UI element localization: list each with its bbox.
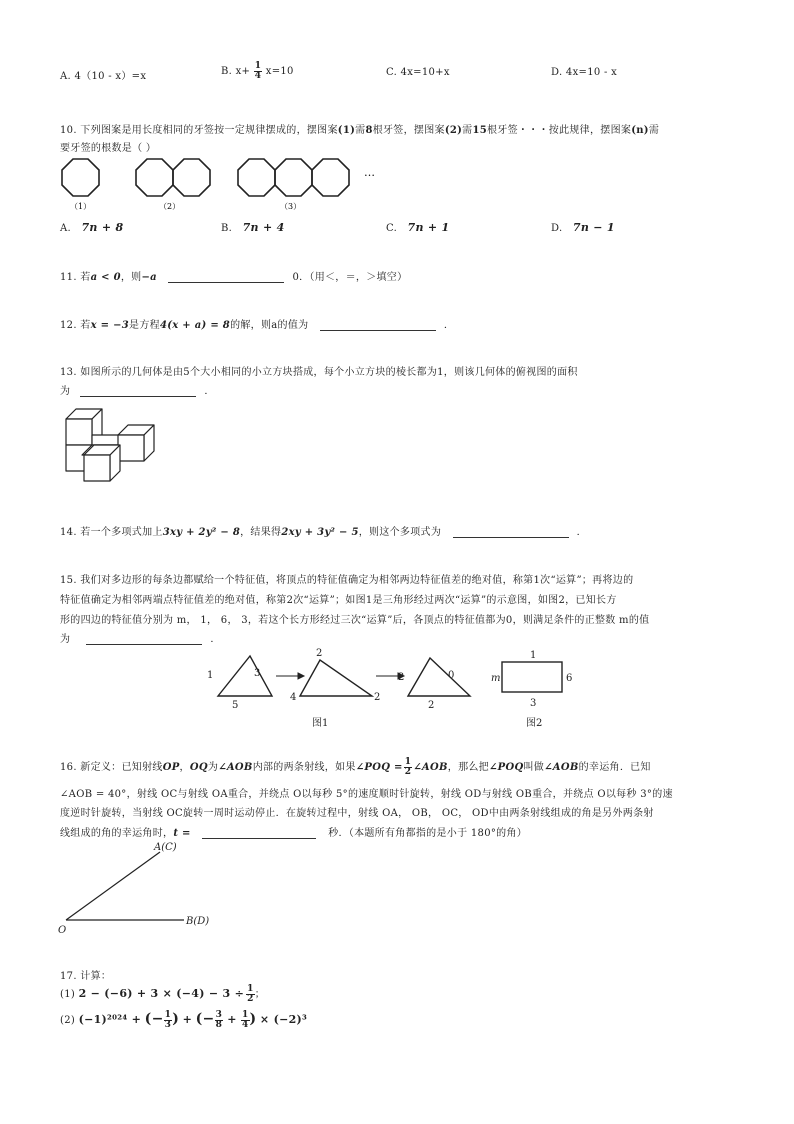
q12-answer-blank[interactable] (320, 319, 436, 331)
q10-d-letter: D. (551, 223, 563, 234)
q17-p1-expr: 2 − (−6) + 3 × (−4) − 3 ÷ (78, 987, 245, 1000)
q13-line2-prefix: 为 (60, 386, 71, 397)
q10-b-letter: B. (221, 223, 233, 234)
q10-count8: 8 (365, 125, 373, 136)
q14-suffix: ，则这个多项式为 (358, 527, 442, 538)
q12-end: ． (443, 320, 455, 331)
octagon-2b (173, 159, 210, 196)
q13-cube-figure (64, 405, 184, 485)
q10-a-expr: 7n + 8 (81, 221, 124, 234)
q16-line4-suffix: 秒．（本题所有角都指的是小于 180°的角） (328, 828, 528, 839)
q9-option-b-suffix: x=10 (265, 66, 294, 77)
octagon-1 (62, 159, 99, 196)
fig1-triangle-3 (408, 658, 470, 696)
q13-line2 (60, 382, 215, 397)
q16-line4 (60, 824, 527, 839)
fig1-t3-right: 0 (448, 670, 455, 681)
label-b-d: B(D) (186, 916, 210, 927)
q9-b-frac-den: 4 (254, 71, 262, 81)
q10-octagon-figures (60, 155, 380, 215)
q16-op: OP (162, 762, 180, 773)
q10-fig-label-2: （2） (159, 202, 181, 211)
q10-fig-label-1: （1） (70, 202, 92, 211)
q16-aob2: ∠AOB (544, 762, 579, 773)
q14-answer-blank[interactable] (453, 526, 569, 538)
q12-condition: x = −3 (90, 320, 130, 331)
q14-end: ． (576, 527, 587, 538)
q10-c-letter: C. (386, 223, 398, 234)
q14-poly2: 2xy + 3y² − 5 (281, 527, 359, 538)
fig1-t3-left: 2 (398, 672, 405, 683)
label-a-c: A(C) (154, 842, 177, 853)
q17-part1 (60, 985, 265, 1004)
q10-pattern1: (1) (337, 125, 356, 136)
q17-p2-f3-num: 1 (241, 1010, 249, 1020)
q10-pattern2: (2) (444, 125, 463, 136)
q16-frac-num: 1 (404, 757, 412, 767)
q10-option-c (386, 221, 450, 234)
q17-p2-frac1 (164, 1011, 173, 1030)
fig2-right: 6 (566, 673, 573, 684)
q11 (60, 268, 407, 283)
octagon-2a (136, 159, 173, 196)
q14 (60, 523, 587, 538)
q15-line4 (60, 630, 221, 645)
q9-b-frac-num: 1 (254, 61, 262, 71)
q16-line2: ∠AOB = 40°，射线 OC与射线 OA重合，并绕点 O以每秒 5°的速度顺时针旋转，射线 OD与射线 OB重合，并绕点 O以每秒 3°的速 (60, 789, 673, 800)
fig1-triangle-1 (218, 656, 272, 696)
fig1-t2-right: 2 (374, 692, 381, 703)
fig1-caption: 图1 (312, 718, 329, 729)
q16-line1d: ，那么把 (447, 762, 489, 773)
q10-text6: 需 (648, 125, 660, 136)
q9-option-b-prefix: B. x+ (221, 66, 251, 77)
q9-option-b-fraction (254, 62, 263, 81)
q9-option-c: C. 4x=10+x (386, 67, 450, 78)
octagon-3c (312, 159, 349, 196)
q12 (60, 316, 454, 331)
q15-line3: 形的四边的特征值分别为 m， 1， 6， 3，若这个长方形经过三次“运算”后，各顶点的特征值都为0，则满足条件的正整数 m的值 (60, 615, 650, 626)
q10-ellipsis: … (364, 166, 375, 179)
q15-line4-prefix: 为 (60, 634, 71, 645)
q10-option-b (221, 221, 285, 234)
q11-mid: ，则 (120, 272, 142, 283)
q15-figures (200, 648, 580, 728)
q16-eq-lhs: ∠POQ = (355, 762, 403, 773)
q12-mid: 是方程 (129, 320, 160, 331)
q10-a-letter: A. (60, 223, 72, 234)
label-o: O (58, 925, 67, 936)
q16-line1a: 16. 新定义：已知射线 (60, 762, 163, 773)
q10-text4: 需 (462, 125, 473, 136)
q17-p2-f2-den: 8 (215, 1020, 223, 1030)
fig2-rectangle (502, 662, 562, 692)
q14-prefix: 14. 若一个多项式加上 (60, 527, 163, 538)
q10-d-expr: 7n − 1 (572, 221, 615, 234)
q16-line3: 度逆时针旋转，当射线 OC旋转一周时运动停止．在旋转过程中，射线 OA， OB， OC， OD中由两条射线组成的角是另外两条射 (60, 808, 654, 819)
q11-condition: a < 0 (90, 272, 121, 283)
fig2-bottom: 3 (530, 698, 537, 709)
q13-answer-blank[interactable] (80, 385, 196, 397)
q10-pattern-n: (n) (631, 125, 649, 136)
fig1-t3-bottom: 2 (428, 700, 435, 711)
q10-c-expr: 7n + 1 (407, 221, 450, 234)
fig1-t1-bottom: 5 (232, 700, 239, 711)
q16-answer-blank[interactable] (202, 827, 316, 839)
q17-p1-frac-num: 1 (247, 984, 254, 994)
q16-line1c: 内部的两条射线，如果 (252, 762, 356, 773)
q10-fig-label-3: （3） (280, 202, 302, 211)
q10-line2: 要牙签的根数是（ ） (60, 143, 157, 154)
q14-poly1: 3xy + 2y² − 8 (162, 527, 241, 538)
q11-prefix: 11. 若 (60, 272, 91, 283)
fig2-left: m (491, 673, 501, 684)
q15-line1: 15. 我们对多边形的每条边都赋给一个特征值，将顶点的特征值确定为相邻两边特征值差的绝对值，称第1次“运算”；再将边的 (60, 575, 634, 586)
q14-mid: ，结果得 (240, 527, 282, 538)
q15-line2: 特征值确定为相邻两端点特征值差的绝对值，称第2次“运算”；如图1是三角形经过两次“运算”的示意图，如图2，已知长方 (60, 595, 617, 606)
fig1-t1-right: 3 (254, 668, 261, 679)
octagon-3a (238, 159, 275, 196)
q16-oq: OQ (189, 762, 208, 773)
q16-comma: ， (179, 762, 190, 773)
q16-aob: ∠AOB (218, 762, 253, 773)
fig1-triangle-2 (300, 660, 372, 696)
fig1-t1-left: 1 (207, 670, 214, 681)
q10-text3: 根牙签，摆图案 (372, 125, 445, 136)
q10-b-expr: 7n + 4 (242, 221, 285, 234)
ray-oa (66, 852, 160, 920)
q17-p2-f2-num: 3 (215, 1010, 223, 1020)
q16-eq-rhs: ∠AOB (413, 762, 448, 773)
fig1-t2-top: 2 (316, 648, 323, 659)
q16-line1e: 叫做 (523, 762, 545, 773)
q17-title: 17. 计算： (60, 971, 112, 982)
q13-end: ． (204, 386, 215, 397)
octagon-3b (275, 159, 312, 196)
q17-p2-label: (2) (60, 1015, 76, 1026)
q10-text1: 10. 下列图案是用长度相同的牙签按一定规律摆成的，摆图案 (60, 125, 338, 136)
q16-frac (404, 758, 413, 777)
q9-option-b (221, 62, 294, 81)
fig1-t2-left: 4 (290, 692, 297, 703)
q17-p2-f1-num: 1 (164, 1010, 172, 1020)
fig2-caption: 图2 (526, 718, 543, 729)
q17-p1-end: ； (254, 989, 266, 1000)
q9-option-a: A. 4（10 - x）=x (60, 71, 147, 82)
q17-p1-frac (246, 985, 255, 1004)
q12-equation: 4(x + a) = 8 (159, 320, 231, 331)
q17-p2-tail: × (−2)³ (259, 1013, 308, 1026)
q10-text2: 需 (355, 125, 366, 136)
q17-p2-frac3 (241, 1011, 250, 1030)
q17-p2-frac2 (215, 1011, 224, 1030)
q13-line1: 13. 如图所示的几何体是由5个大小相同的小立方块搭成，每个小立方块的棱长都为1，则该几何体的俯视图的面积 (60, 367, 578, 378)
q12-prefix: 12. 若 (60, 320, 91, 331)
q10-text5: 根牙签・・・按此规律，摆图案 (486, 125, 632, 136)
q11-suffix: 0．（用＜，＝，＞填空） (292, 272, 408, 283)
q17-part2: (2) (−1)²⁰²⁴ + (− $\frac{1}{3}$ ) + (− $\frac{3}{8}$ + $\frac{1}{4}$ ) × (−2)³ (60, 1010, 308, 1030)
fig2-top: 1 (530, 650, 537, 661)
q10-count15: 15 (472, 125, 487, 136)
q15-answer-blank[interactable] (86, 633, 202, 645)
q10-option-a (60, 221, 123, 234)
q17-p2-f1-den: 3 (164, 1020, 172, 1030)
q16-line1 (60, 758, 651, 777)
q16-line1b: 为 (207, 762, 219, 773)
q17-p1-frac-den: 2 (247, 994, 254, 1004)
q15-end: ． (210, 634, 221, 645)
q11-expr: −a (141, 272, 157, 283)
q17-p2-a: (−1)²⁰²⁴ + (78, 1013, 142, 1026)
q17-p1-label: (1) (60, 989, 76, 1000)
q17-p2-f3-den: 4 (241, 1020, 249, 1030)
q12-suffix: 的解，则a的值为 (230, 320, 309, 331)
q16-line4-prefix: 线组成的角的幸运角时， (60, 828, 174, 839)
q16-frac-den: 2 (404, 767, 412, 777)
q16-t: t = (173, 828, 191, 839)
q10-option-d (551, 221, 615, 234)
q16-poq: ∠POQ (488, 762, 524, 773)
q9-option-d: D. 4x=10 - x (551, 67, 618, 78)
q11-answer-blank[interactable] (168, 271, 284, 283)
q16-angle-figure (56, 840, 236, 940)
q16-line1f: 的幸运角．已知 (578, 762, 651, 773)
q10-line1 (60, 121, 659, 136)
